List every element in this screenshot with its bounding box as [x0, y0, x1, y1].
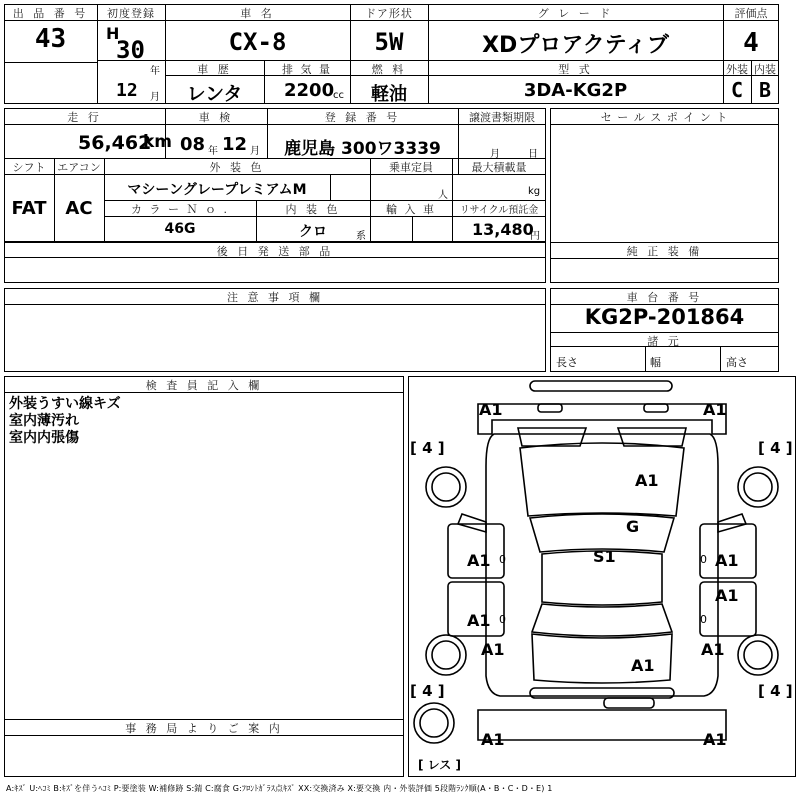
int-color-unit: 系: [356, 231, 366, 242]
score-label: 評価点: [734, 7, 768, 20]
inspection-month-unit: 月: [250, 146, 260, 157]
zero-right-rear: 0: [700, 613, 707, 626]
spec-label: 諸 元: [647, 335, 682, 348]
history-label: 車 歴: [197, 63, 232, 76]
history: レンタ: [186, 83, 243, 105]
height-label: 高さ: [726, 356, 748, 369]
lot-no-label: 出 品 番 号: [12, 7, 89, 20]
door-label: ドア形状: [365, 7, 413, 20]
month: 12: [116, 80, 138, 101]
transfer-month-unit: 月: [490, 149, 500, 160]
inspector-note-2: 室内薄汚れ: [9, 413, 79, 429]
inspector-note-3: 室内内張傷: [9, 430, 79, 446]
tire-rear-right-value: 4: [770, 682, 781, 700]
spare-tire-value: レス: [427, 758, 452, 772]
inspection-label: 車 検: [198, 111, 234, 124]
ext-grade: C: [730, 78, 744, 102]
reg-number: 鹿児島 300ワ3339: [284, 139, 441, 159]
capacity-unit: 人: [438, 190, 448, 201]
mark-front-right: A1: [703, 400, 727, 419]
score: 4: [743, 28, 759, 58]
office-notice-label: 事 務 局 よ り ご 案 内: [125, 722, 283, 735]
shift: FAT: [11, 198, 47, 219]
shift-label: シフト: [12, 161, 46, 174]
spare-tire: [ レス ]: [418, 758, 461, 772]
recycle-unit: 円: [530, 231, 540, 242]
caution-label: 注 意 事 項 欄: [227, 291, 323, 304]
mileage-unit: km: [143, 132, 173, 152]
recycle-deposit: 13,480: [472, 220, 534, 239]
inspection-month: 12: [222, 134, 248, 155]
inspection-year: 08: [180, 134, 206, 155]
year-unit: 年: [150, 66, 160, 77]
width-label: 幅: [650, 356, 661, 369]
mark-rear-left: A1: [481, 730, 505, 749]
displacement-unit: cc: [333, 90, 344, 101]
recycle-label: リサイクル預託金: [459, 205, 539, 216]
mark-roof: S1: [593, 547, 616, 566]
chassis-label: 車 台 番 号: [626, 291, 703, 304]
color-no: 46G: [164, 221, 196, 237]
year: 30: [116, 36, 145, 64]
displacement: 2200: [284, 80, 335, 101]
era: H: [106, 24, 120, 43]
zero-left-rear: 0: [499, 613, 506, 626]
color-no-label: カ ラ ー Ｎ ｏ .: [131, 203, 229, 216]
mark-windshield: G: [626, 517, 640, 536]
grade-label: グ レ ー ド: [537, 7, 614, 20]
model: 3DA-KG2P: [523, 80, 628, 101]
later-parts-label: 後 日 発 送 部 品: [216, 245, 334, 258]
mark-left-rear-door: A1: [467, 611, 491, 630]
mark-hood: A1: [635, 471, 659, 490]
fuel-label: 燃 料: [371, 63, 407, 76]
ext-color: マシーングレープレミアムM: [127, 182, 307, 198]
tire-rear-left: [ 4 ]: [410, 682, 445, 700]
tire-front-right: [ 4 ]: [758, 439, 793, 457]
zero-left-front: 0: [499, 553, 506, 566]
mileage-label: 走 行: [67, 111, 102, 124]
ext-label: 外装: [726, 63, 748, 76]
mark-rear-right: A1: [703, 730, 727, 749]
mark-rear-glass-area: A1: [631, 656, 655, 675]
load-unit: kg: [528, 186, 541, 197]
mark-right-rear-door: A1: [715, 586, 739, 605]
reg-no-label: 登 録 番 号: [324, 111, 401, 124]
ac: AC: [65, 198, 93, 219]
car-name-label: 車 名: [240, 7, 275, 20]
inspector-note-1: 外装うすい線キズ: [9, 396, 121, 412]
car-name: CX-8: [228, 28, 287, 56]
sales-point-label: セ ー ル ス ポ イ ン ト: [600, 111, 729, 124]
tire-rear-right: [ 4 ]: [758, 682, 793, 700]
tire-front-left: [ 4 ]: [410, 439, 445, 457]
lot-number: 43: [34, 24, 67, 54]
month-unit: 月: [150, 92, 160, 103]
load-label: 最大積載量: [471, 161, 527, 174]
mark-right-rear-fender: A1: [701, 640, 725, 659]
length-label: 長さ: [556, 356, 578, 369]
tire-front-right-value: 4: [770, 439, 781, 457]
door-type: 5W: [374, 28, 404, 56]
model-label: 型 式: [558, 63, 593, 76]
genuine-equipment-label: 純 正 装 備: [626, 245, 703, 258]
inspector-label: 検 査 員 記 入 欄: [145, 379, 263, 392]
transfer-day-unit: 日: [528, 149, 538, 160]
first-reg-label: 初度登録: [107, 7, 155, 20]
inspection-year-unit: 年: [208, 146, 218, 157]
grade: XDプロアクティブ: [482, 33, 669, 58]
mark-right-front-door: A1: [715, 551, 739, 570]
int-grade: B: [758, 78, 772, 102]
capacity-label: 乗車定員: [389, 161, 433, 174]
fuel: 軽油: [371, 84, 407, 105]
mileage: 56,462: [78, 132, 152, 154]
mark-left-rear-fender: A1: [481, 640, 505, 659]
mark-front-left: A1: [479, 400, 503, 419]
tire-rear-left-value: 4: [422, 682, 433, 700]
int-color: クロ: [299, 224, 327, 240]
ac-label: エアコン: [57, 161, 101, 174]
ext-color-label: 外 装 色: [209, 161, 265, 174]
displacement-label: 排 気 量: [282, 63, 332, 76]
tire-front-left-value: 4: [422, 439, 433, 457]
zero-right-front: 0: [700, 553, 707, 566]
int-color-label: 内 装 色: [285, 203, 341, 216]
car-body-diagram: [408, 376, 796, 777]
import-label: 輸 入 車: [386, 203, 436, 216]
chassis-number: KG2P-201864: [584, 305, 745, 329]
mark-left-front-door: A1: [467, 551, 491, 570]
transfer-label: 譲渡書類期限: [469, 111, 535, 124]
int-label: 内装: [754, 63, 776, 76]
legend: A:ｷｽﾞ U:ﾍｺﾐ B:ｷｽﾞを伴うﾍｺﾐ P:要塗装 W:補修跡 S:錆 C:腐食 G:ﾌﾛﾝﾄｶﾞﾗｽ点ｷｽﾞ XX:交換済み X:要交換 内・外装評価 5段階ﾗﾝｸ順(A・B・C・D・E) 1: [6, 784, 553, 793]
